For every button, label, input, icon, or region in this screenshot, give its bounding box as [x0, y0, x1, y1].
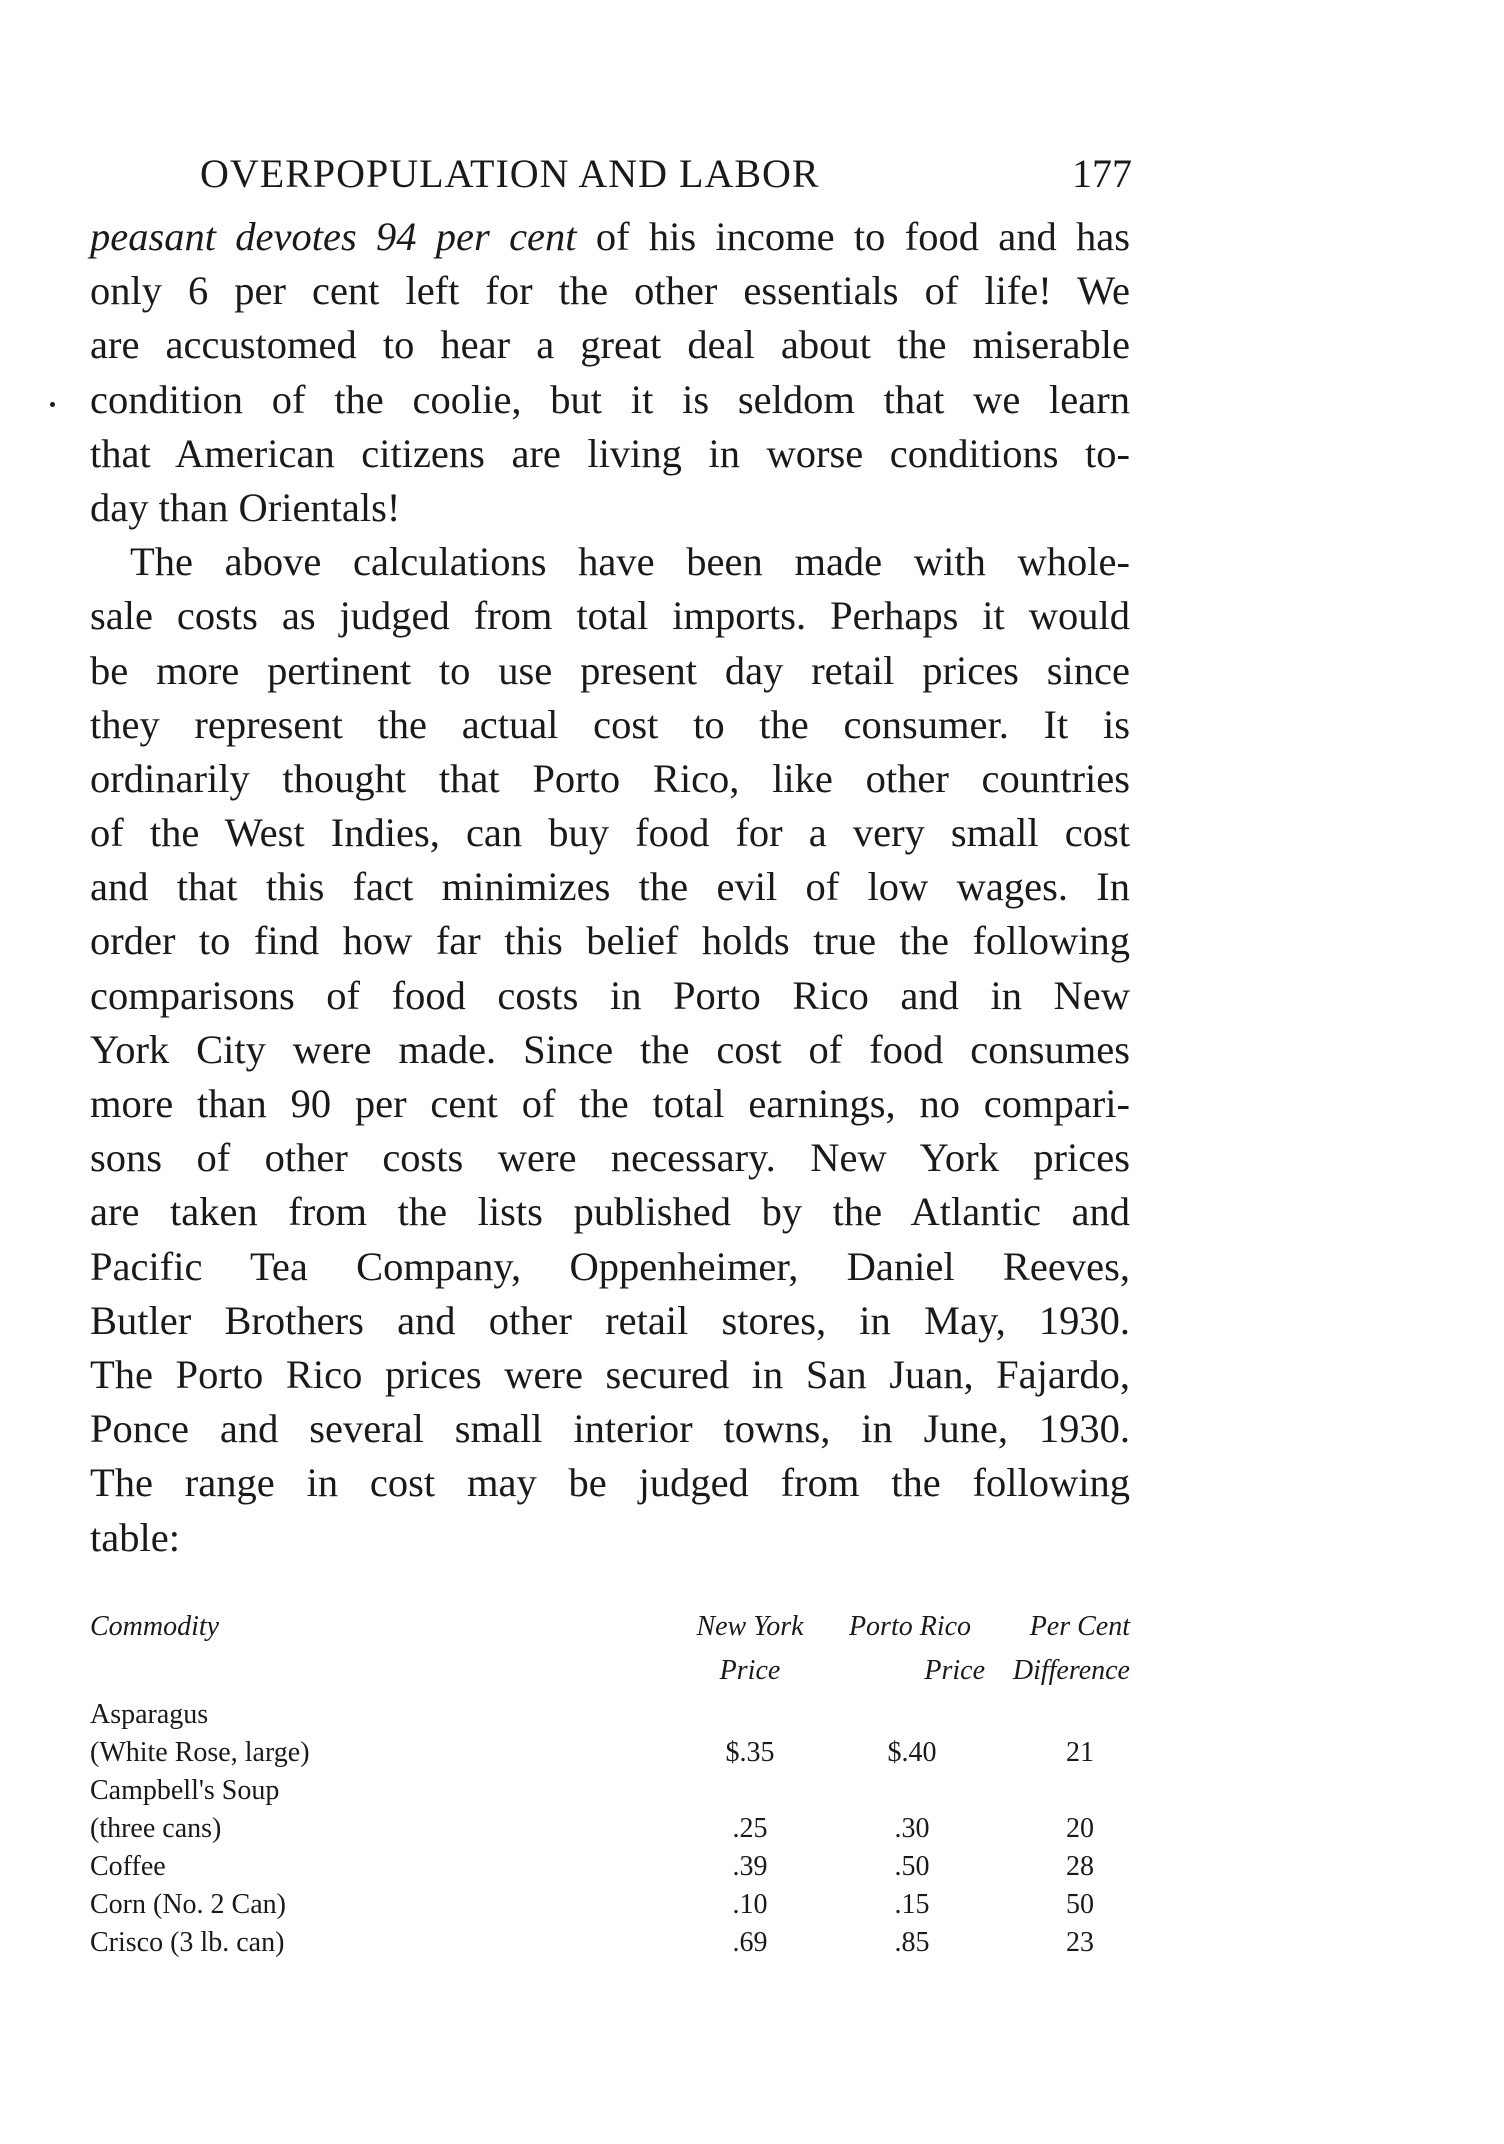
commodity-cell: Coffee — [90, 1851, 166, 1882]
per-cent-cell: 50 — [1066, 1889, 1094, 1920]
header-per-cent: Per Cent — [1029, 1611, 1130, 1642]
text-line: be more pertinent to use present day retail prices since — [90, 647, 1130, 693]
table-row — [90, 1696, 1130, 1734]
per-cent-cell: 28 — [1066, 1851, 1094, 1882]
body-text — [90, 210, 1130, 1565]
table-row — [90, 1924, 1130, 1962]
text-line: ordinarily thought that Porto Rico, like other countries — [90, 755, 1130, 801]
table-body — [90, 1696, 1130, 1962]
text-line: Butler Brothers and other retail stores, in May, 1930. — [90, 1297, 1130, 1343]
header-difference: Difference — [1012, 1655, 1130, 1686]
ny-price-cell: .69 — [732, 1927, 768, 1958]
table-row — [90, 1848, 1130, 1886]
text-line: Pacific Tea Company, Oppenheimer, Daniel Reeves, — [90, 1243, 1130, 1289]
table-row — [90, 1772, 1130, 1810]
pr-price-cell: .85 — [894, 1927, 930, 1958]
text-line: The range in cost may be judged from the following — [90, 1460, 1130, 1506]
pr-price-cell: .50 — [894, 1851, 930, 1882]
text-line: they represent the actual cost to the consumer. It is — [90, 701, 1130, 747]
text-line: comparisons of food costs in Porto Rico and in New — [90, 972, 1130, 1018]
text-line: only 6 per cent left for the other essentials of life! We — [90, 268, 1130, 314]
table-header-row-2 — [90, 1652, 1130, 1696]
header-commodity: Commodity — [90, 1611, 220, 1642]
text-line: day than Orientals! — [90, 484, 401, 530]
text-line: sale costs as judged from total imports. Perhaps it would — [90, 593, 1130, 639]
table-row — [90, 1734, 1130, 1772]
text-line: The Porto Rico prices were secured in San Juan, Fajardo, — [90, 1351, 1130, 1397]
pr-price-cell: .30 — [894, 1813, 930, 1844]
pr-price-cell: .15 — [894, 1889, 930, 1920]
table-row — [90, 1886, 1130, 1924]
per-cent-cell: 21 — [1066, 1737, 1094, 1768]
per-cent-cell: 20 — [1066, 1813, 1094, 1844]
text-line: more than 90 per cent of the total earnings, no compari- — [90, 1081, 1130, 1126]
pr-price-cell: $.40 — [887, 1737, 937, 1768]
text-line: table: — [90, 1514, 180, 1560]
paragraph-1 — [90, 210, 1130, 535]
commodity-cell: Asparagus — [90, 1699, 209, 1730]
text-line: of the West Indies, can buy food for a very small cost — [90, 810, 1130, 856]
table-header-row-1 — [90, 1608, 1130, 1652]
text-line: The above calculations have been made with whole- — [130, 539, 1130, 585]
header-ny-price: New York — [696, 1611, 804, 1642]
header-ny-price-2: Price — [719, 1655, 781, 1686]
header-pr-price-2: Price — [924, 1655, 985, 1686]
ny-price-cell: .10 — [732, 1889, 768, 1920]
commodity-cell: Campbell's Soup — [90, 1775, 280, 1806]
ny-price-cell: .39 — [732, 1851, 768, 1882]
header-pr-price: Porto Rico — [848, 1611, 972, 1642]
text-line: York City were made. Since the cost of food consumes — [90, 1026, 1130, 1072]
text-line: sons of other costs were necessary. New York prices — [90, 1135, 1130, 1181]
running-head: OVERPOPULATION AND LABOR — [200, 151, 820, 196]
price-table — [90, 1608, 1130, 1962]
commodity-cell: (three cans) — [90, 1813, 222, 1844]
text-line: and that this fact minimizes the evil of low wages. In — [90, 864, 1130, 910]
text-line: Ponce and several small interior towns, in June, 1930. — [90, 1406, 1130, 1452]
text-line: order to find how far this belief holds true the following — [90, 918, 1130, 964]
italic-phrase: peasant devotes 94 per cent — [90, 214, 577, 259]
text-line: are taken from the lists published by the Atlantic and — [90, 1189, 1130, 1235]
text-line: are accustomed to hear a great deal about the miserable — [90, 322, 1130, 368]
margin-mark — [50, 402, 55, 407]
table-row — [90, 1810, 1130, 1848]
commodity-cell: Crisco (3 lb. can) — [90, 1927, 285, 1958]
text-line: peasant devotes 94 per cent of his income to food and has — [90, 214, 1130, 259]
ny-price-cell: $.35 — [725, 1737, 775, 1768]
page-number: 177 — [1072, 151, 1132, 196]
paragraph-2 — [90, 535, 1130, 1565]
per-cent-cell: 23 — [1066, 1927, 1094, 1958]
text-line: that American citizens are living in worse conditions to- — [90, 430, 1130, 476]
commodity-cell: (White Rose, large) — [90, 1737, 310, 1768]
ny-price-cell: .25 — [732, 1813, 768, 1844]
text-line: condition of the coolie, but it is seldom that we learn — [90, 376, 1130, 422]
commodity-cell: Corn (No. 2 Can) — [90, 1889, 286, 1920]
